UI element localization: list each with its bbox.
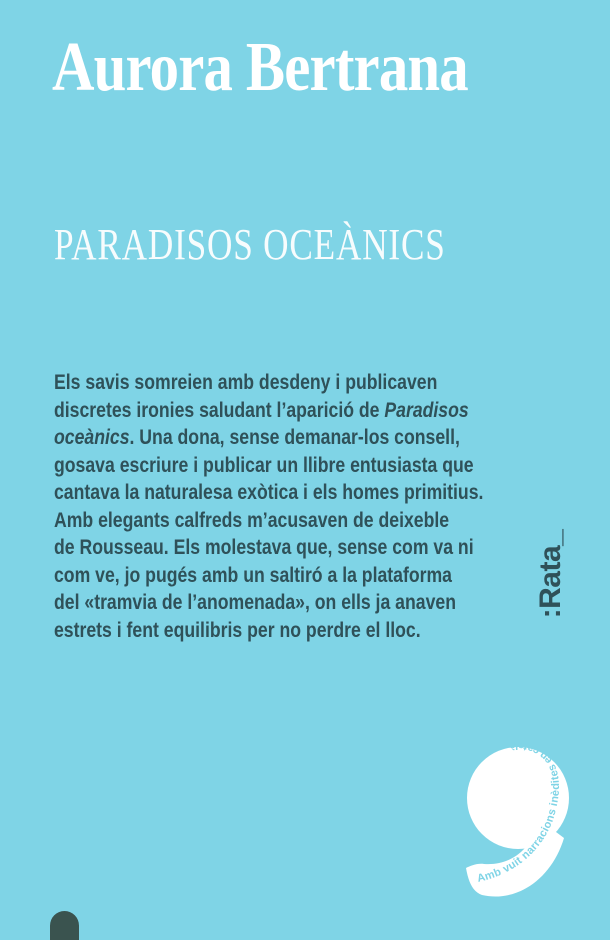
excerpt-text-segment: de Rousseau. Els molestava que, sense com va ni xyxy=(54,536,474,559)
excerpt-text-segment: discretes ironies saludant l’aparició de xyxy=(54,398,385,422)
excerpt-text-segment: com ve, jo pugés amb un saltiró a la plataforma xyxy=(54,563,452,587)
excerpt-text-segment: gosava escriure i publicar un llibre entusiasta que xyxy=(54,453,474,477)
author-name: Aurora Bertrana xyxy=(52,29,468,106)
curved-note-text: Amb vuit narracions inèdites en català xyxy=(475,738,563,885)
publisher-logo: :Rata_ xyxy=(534,529,567,619)
excerpt-text-segment: cantava la naturalesa exòtica i els homes primitius. xyxy=(54,481,484,504)
excerpt-italic-segment: oceànics xyxy=(54,426,130,449)
excerpt-text-segment: estrets i fent equilibris per no perdre el lloc. xyxy=(54,618,421,642)
excerpt-text-segment: Amb elegants calfreds m’acusaven de deixeble xyxy=(54,508,450,532)
excerpt-text-segment: . Una dona, sense demanar-los consell, xyxy=(129,426,460,449)
book-title: PARADISOS OCEÀNICS xyxy=(54,220,446,269)
excerpt-text-segment: del «tramvia de l’anomenada», on ells ja anaven xyxy=(54,591,456,614)
excerpt-text-segment: Els savis somreien amb desdeny i publicaven xyxy=(54,371,438,394)
spine-mark xyxy=(50,911,79,940)
excerpt-italic-segment: Paradisos xyxy=(384,398,469,422)
